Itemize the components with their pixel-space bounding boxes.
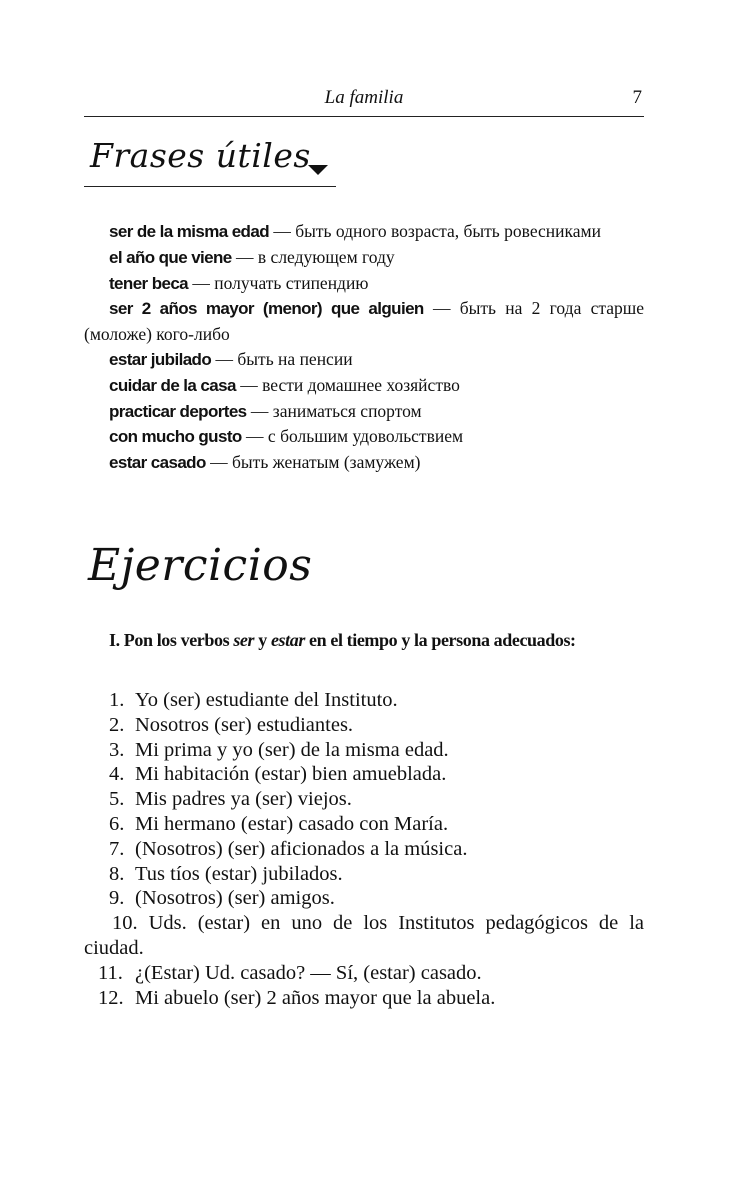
item-number: 3. (109, 738, 125, 761)
page-number: 7 (632, 87, 642, 108)
exercise-item (84, 961, 644, 986)
item-text: Mi hermano (estar) casado con María. (135, 812, 449, 835)
item-number: 10. (112, 912, 138, 935)
item-number: 2. (109, 713, 125, 736)
exercise-item (84, 812, 644, 837)
item-text: ¿(Estar) Ud. casado? — Sí, (estar) casado. (135, 961, 482, 984)
item-text: Uds. (estar) en uno de los Institutos pedagógicos de la ciudad. (84, 912, 645, 959)
phrase-dash: — (241, 426, 268, 447)
phrase-spanish: estar casado (109, 453, 206, 473)
item-text: (Nosotros) (ser) aficionados a la música. (135, 837, 468, 860)
item-text: Mi abuelo (ser) 2 años mayor que la abuela. (135, 986, 496, 1009)
chapter-title: La familia (324, 87, 404, 108)
phrase-spanish: ser de la misma edad (109, 222, 269, 241)
item-text: Yo (ser) estudiante del Instituto. (135, 689, 398, 711)
phrase-spanish: practicar deportes (109, 401, 247, 421)
phrase-russian: быть на пенсии (237, 348, 353, 369)
exercise-item (84, 688, 644, 713)
item-number: 11. (98, 961, 123, 984)
phrase-dash: — (235, 374, 263, 395)
phrase-item (84, 450, 644, 476)
ejercicios-title: Ejercicios (88, 540, 313, 591)
phrase-list (84, 219, 644, 476)
phrase-item (84, 399, 644, 425)
phrase-spanish: tener beca (109, 273, 189, 293)
exercise-item (84, 787, 644, 812)
phrase-russian: вести домашнее хозяйство (262, 374, 460, 395)
exercise-instruction (84, 628, 644, 653)
exercise-item (84, 862, 644, 887)
item-number: 5. (109, 788, 125, 811)
instruction-text: I. Pon los verbos (109, 630, 234, 650)
phrase-item (84, 245, 644, 271)
phrase-item (84, 271, 644, 297)
phrase-item (84, 219, 644, 245)
item-text: Tus tíos (estar) jubilados. (135, 862, 343, 885)
instruction-verb-ser: ser (233, 630, 255, 650)
phrase-russian: с большим удовольствием (267, 426, 464, 447)
instruction-text: en el tiempo y la persona adecuados: (304, 630, 576, 650)
exercise-item (84, 911, 644, 961)
item-number: 9. (109, 887, 125, 910)
exercise-item (84, 762, 644, 787)
phrase-dash: — (231, 246, 258, 267)
running-head (84, 86, 644, 117)
item-number: 8. (109, 862, 125, 885)
phrase-item (84, 373, 644, 399)
item-text: (Nosotros) (ser) amigos. (135, 887, 335, 910)
item-text: Mis padres ya (ser) viejos. (135, 788, 352, 811)
phrase-item (84, 347, 644, 373)
item-number: 12. (98, 986, 124, 1009)
phrase-russian: быть женатым (замужем) (232, 452, 421, 473)
exercise-item (84, 986, 644, 1011)
phrase-spanish: el año que viene (109, 247, 232, 267)
item-number: 6. (109, 812, 125, 835)
phrase-spanish: cuidar de la casa (109, 375, 236, 395)
exercise-item (84, 837, 644, 862)
item-number: 1. (109, 689, 125, 711)
phrase-spanish: ser 2 años mayor (menor) que alguien (109, 299, 424, 319)
phrase-russian: заниматься спортом (272, 400, 422, 421)
exercise-list (84, 688, 644, 1010)
instruction-text: y (254, 630, 271, 650)
phrase-dash: — (246, 400, 273, 421)
item-text: Nosotros (ser) estudiantes. (135, 713, 354, 736)
item-number: 7. (109, 837, 125, 860)
phrase-russian: быть на 2 года старше (моложе) кого-либо (84, 298, 644, 345)
phrase-dash: — (423, 298, 460, 319)
exercise-item (84, 738, 644, 763)
phrase-dash: — (205, 452, 233, 473)
phrase-dash: — (268, 221, 296, 241)
phrase-dash: — (188, 272, 215, 293)
phrase-item (84, 424, 644, 450)
instruction-verb-estar: estar (270, 630, 305, 650)
phrase-dash: — (211, 348, 238, 369)
item-text: Mi habitación (estar) bien amueblada. (135, 763, 447, 786)
triangle-down-icon (308, 165, 328, 175)
phrase-spanish: estar jubilado (109, 349, 212, 369)
frases-section-heading (84, 132, 336, 187)
exercise-item (84, 886, 644, 911)
frases-title: Frases útiles (90, 136, 311, 175)
exercise-item (84, 713, 644, 738)
item-number: 4. (109, 763, 125, 786)
phrase-russian: получать стипендию (214, 272, 369, 293)
phrase-russian: в следующем году (257, 246, 395, 267)
phrase-item (84, 296, 644, 347)
item-text: Mi prima y yo (ser) de la misma edad. (135, 738, 449, 761)
phrase-russian: быть одного возраста, быть ровесниками (295, 221, 601, 241)
phrase-spanish: con mucho gusto (109, 427, 242, 447)
